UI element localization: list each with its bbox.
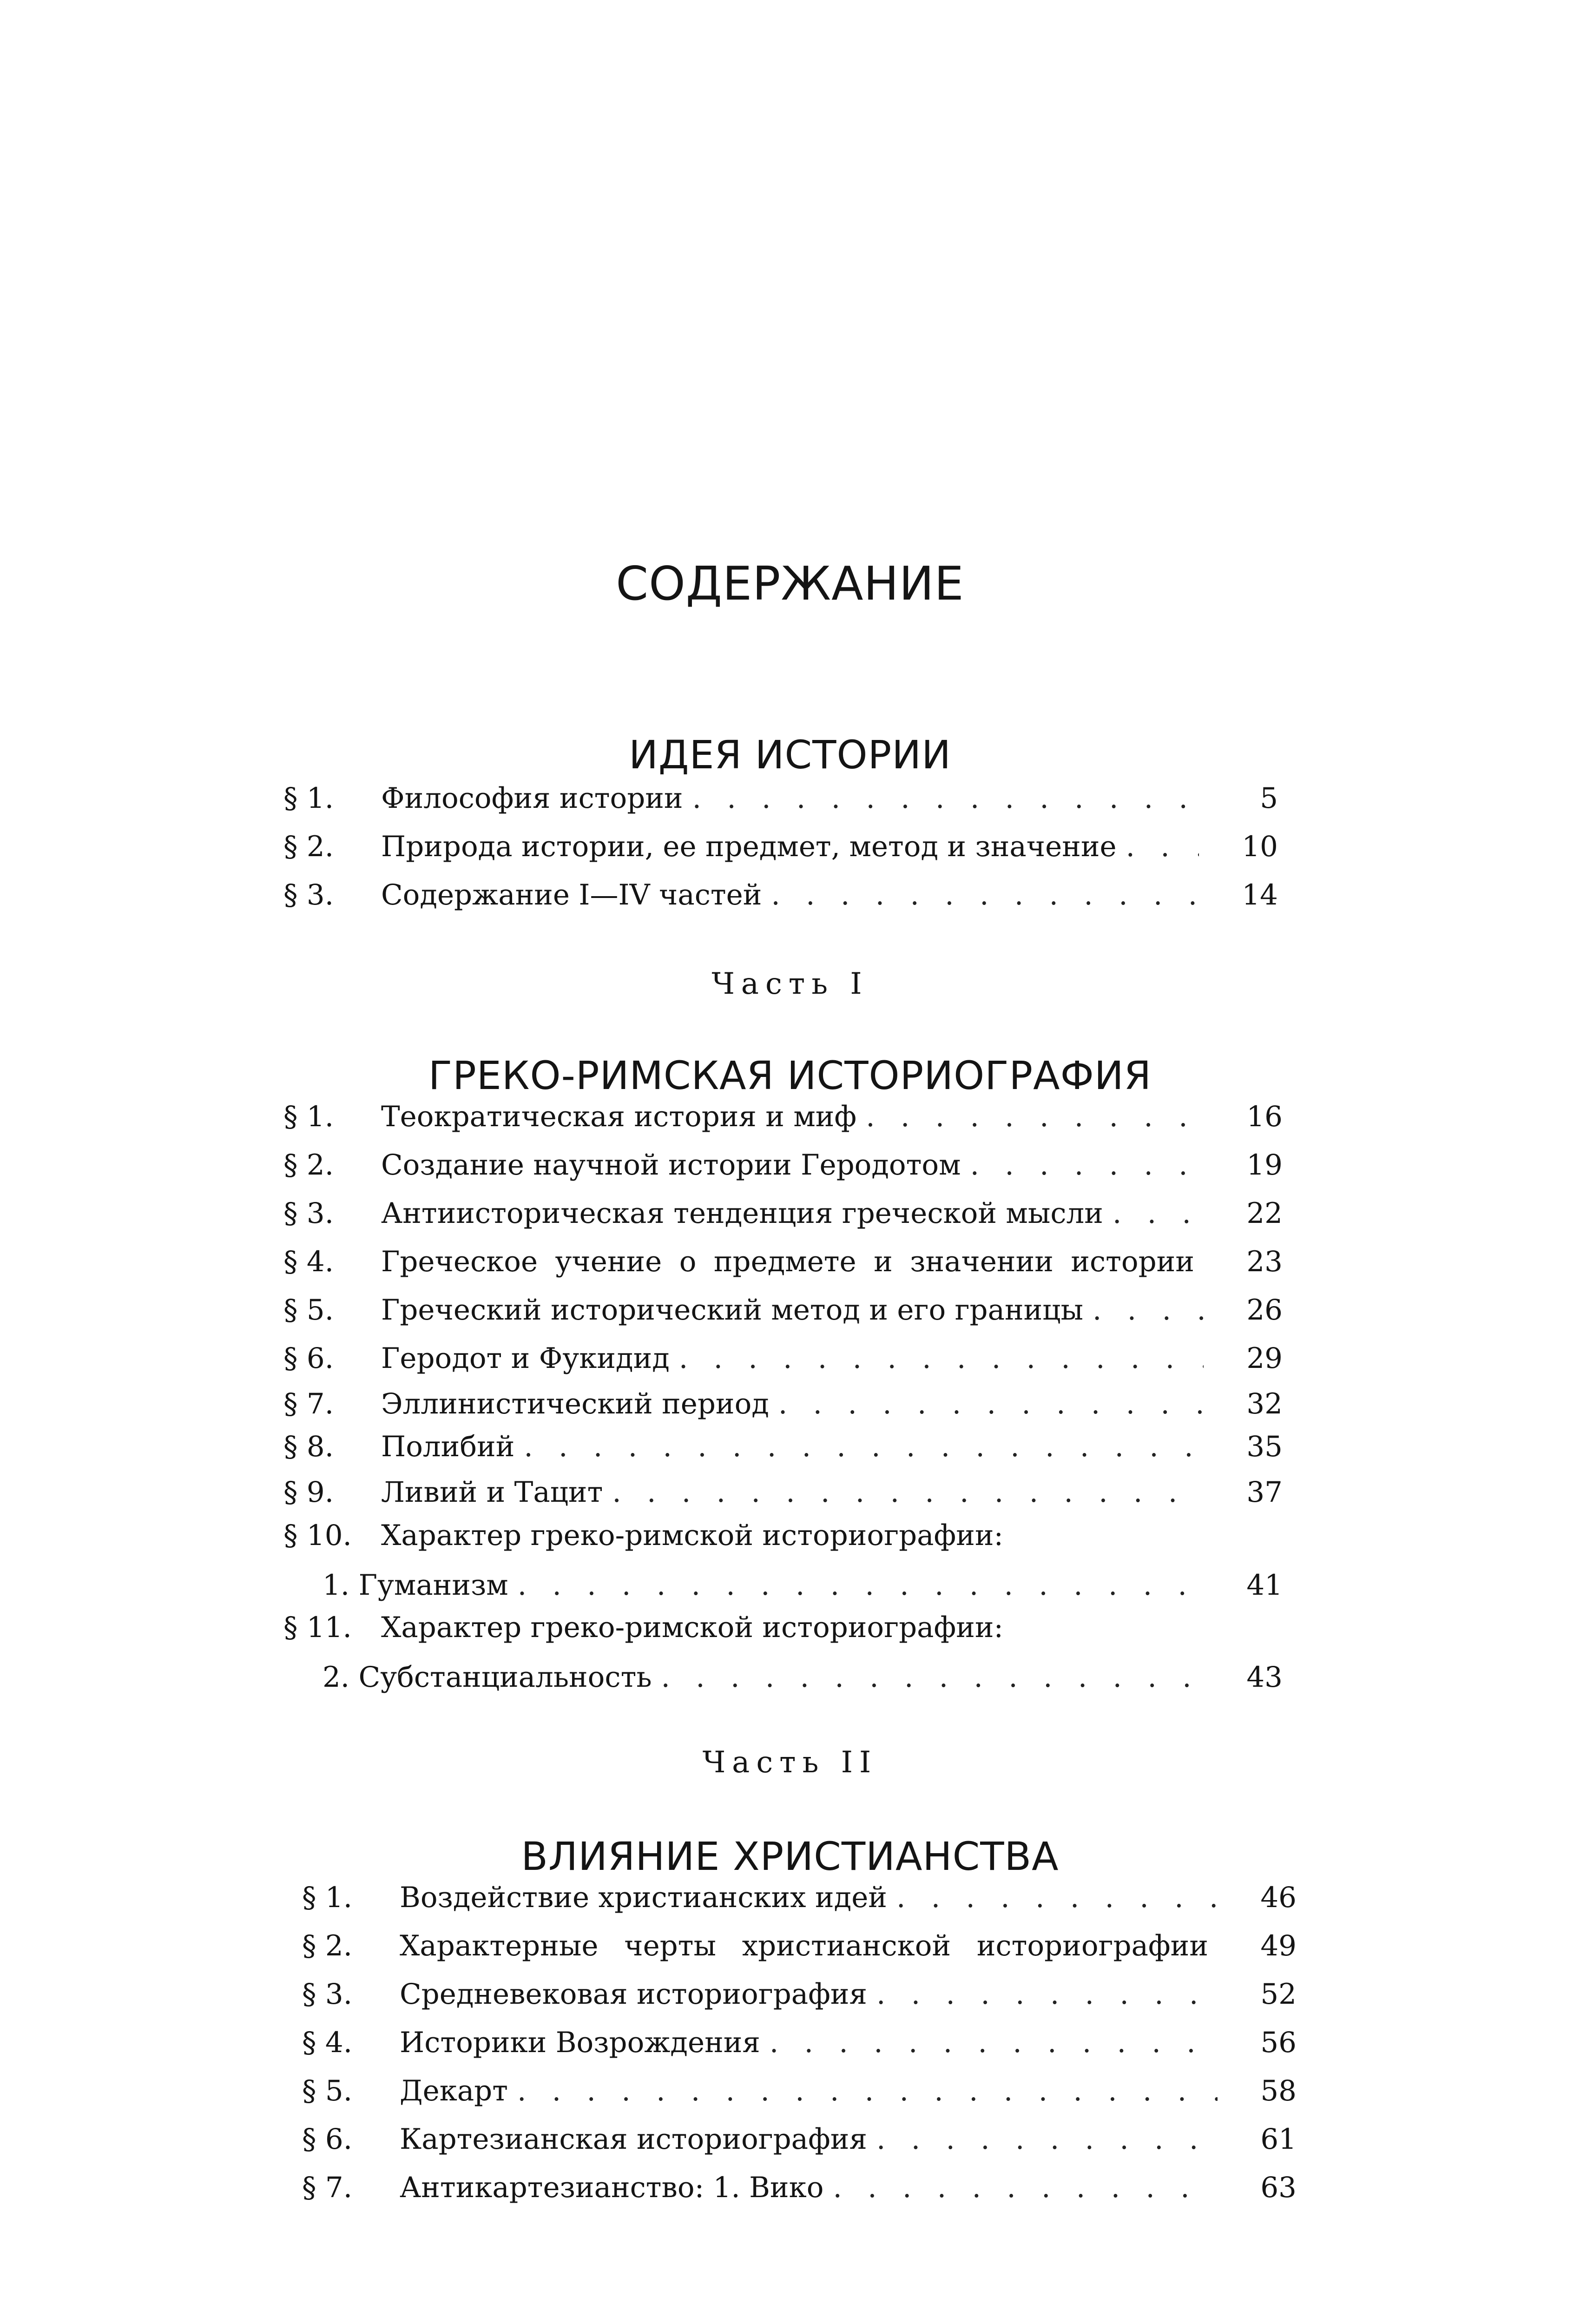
entry-title: Декарт — [400, 2074, 508, 2107]
page-number: 35 — [1246, 1430, 1283, 1463]
entry-title: Греческое учение о предмете и значении истории — [381, 1245, 1194, 1278]
entry-title: Эллинистический период — [381, 1387, 769, 1420]
leader-dots — [524, 1430, 1204, 1463]
part-label: Часть I — [711, 967, 869, 1001]
section-number: § 7. — [283, 1387, 334, 1420]
page-number: 58 — [1260, 2074, 1297, 2107]
entry-title: Картезианская историография — [400, 2122, 867, 2156]
intro-heading: ИДЕЯ ИСТОРИИ — [629, 732, 951, 778]
section-number: § 2. — [283, 1148, 334, 1182]
section-number: § 8. — [283, 1430, 334, 1463]
section-number: § 5. — [302, 2074, 353, 2107]
page-number: 43 — [1246, 1661, 1283, 1694]
leader-dots — [612, 1476, 1204, 1509]
entry-title: Содержание I—IV частей — [381, 878, 762, 911]
page-number: 19 — [1246, 1148, 1283, 1182]
toc-entry[interactable] — [302, 1921, 1297, 1970]
leader-dots — [518, 1569, 1204, 1602]
entry-title: Ливий и Тацит — [381, 1475, 603, 1509]
toc-entry[interactable] — [302, 1970, 1297, 2018]
entry-subtitle: 2. Субстанциальность — [323, 1661, 652, 1694]
toc-entry[interactable] — [283, 1425, 1283, 1468]
toc-entry[interactable] — [283, 871, 1278, 919]
section-number: § 11. — [283, 1611, 352, 1644]
section-number: § 5. — [283, 1293, 334, 1327]
entry-title: Геродот и Фукидид — [381, 1341, 670, 1375]
leader-dots — [771, 878, 1199, 911]
leader-dots — [876, 2123, 1218, 2156]
toc-entry[interactable] — [302, 2067, 1297, 2115]
entry-title: Философия истории — [381, 781, 683, 815]
part-heading: ГРЕКО-РИМСКАЯ ИСТОРИОГРАФИЯ — [428, 1052, 1152, 1098]
page-number: 49 — [1260, 1929, 1297, 1962]
section-number: § 1. — [283, 781, 334, 815]
toc-entry[interactable] — [283, 822, 1278, 871]
toc-entry[interactable] — [283, 1286, 1283, 1334]
leader-dots — [517, 2074, 1218, 2107]
entry-title: Антикартезианство: 1. Вико — [400, 2171, 824, 2204]
page-number: 61 — [1260, 2122, 1297, 2156]
page-number: 26 — [1246, 1293, 1283, 1327]
leader-dots — [770, 2026, 1218, 2059]
page-number: 5 — [1260, 781, 1278, 815]
section-number: § 4. — [283, 1245, 334, 1278]
entry-title: Природа истории, ее предмет, метод и значение — [381, 830, 1117, 863]
leader-dots — [833, 2171, 1218, 2204]
page-number: 52 — [1260, 1977, 1297, 2011]
toc-entry[interactable] — [283, 774, 1278, 822]
part-label: Часть II — [702, 1745, 878, 1780]
leader-dots — [876, 1978, 1218, 2011]
page-number: 32 — [1246, 1387, 1283, 1420]
section-number: § 10. — [283, 1519, 352, 1552]
leader-dots — [661, 1661, 1204, 1694]
section-number: § 1. — [302, 1881, 353, 1914]
leader-dots — [896, 1881, 1218, 1914]
page-number: 41 — [1246, 1569, 1283, 1602]
toc-entry[interactable] — [283, 1468, 1283, 1516]
entry-title: Историки Возрождения — [400, 2026, 760, 2059]
entry-title: Воздействие христианских идей — [400, 1881, 887, 1914]
section-number: § 4. — [302, 2026, 353, 2059]
toc-entry[interactable] — [283, 1516, 1283, 1608]
toc-entry[interactable] — [283, 1608, 1283, 1700]
toc-entry[interactable] — [283, 1092, 1283, 1141]
part2-toc — [302, 1873, 1297, 2212]
entry-title: Полибий — [381, 1430, 515, 1463]
toc-entry[interactable] — [283, 1334, 1283, 1382]
page-number: 37 — [1246, 1475, 1283, 1509]
section-number: § 1. — [283, 1100, 334, 1133]
page-number: 63 — [1260, 2171, 1297, 2204]
leader-dots — [1093, 1294, 1204, 1327]
part1-toc — [283, 1092, 1283, 1700]
section-number: § 6. — [302, 2122, 353, 2156]
section-number: § 3. — [283, 878, 334, 911]
page-number: 22 — [1246, 1196, 1283, 1230]
entry-title: Характер греко-римской историографии: — [381, 1611, 1004, 1644]
page-number: 56 — [1260, 2026, 1297, 2059]
toc-entry[interactable] — [302, 2115, 1297, 2163]
section-number: § 3. — [302, 1977, 353, 2011]
page-number: 14 — [1242, 878, 1278, 911]
section-number: § 3. — [283, 1196, 334, 1230]
entry-title: Антиисторическая тенденция греческой мысли — [381, 1196, 1103, 1230]
page-number: 16 — [1246, 1100, 1283, 1133]
entry-title: Греческий исторический метод и его границы — [381, 1293, 1084, 1327]
leader-dots — [692, 782, 1199, 815]
part-heading: ВЛИЯНИЕ ХРИСТИАНСТВА — [521, 1833, 1059, 1879]
toc-entry[interactable] — [283, 1141, 1283, 1189]
toc-entry[interactable] — [302, 2018, 1297, 2067]
section-number: § 9. — [283, 1475, 334, 1509]
leader-dots — [866, 1100, 1204, 1133]
leader-dots — [1126, 830, 1199, 863]
entry-title: Теократическая история и миф — [381, 1100, 857, 1133]
section-number: § 7. — [302, 2171, 353, 2204]
leader-dots — [778, 1387, 1204, 1420]
toc-entry[interactable] — [283, 1237, 1283, 1286]
leader-dots — [970, 1149, 1204, 1182]
entry-title: Создание научной истории Геродотом — [381, 1148, 961, 1182]
page-number: 29 — [1246, 1341, 1283, 1375]
leader-dots — [1113, 1197, 1204, 1230]
toc-entry[interactable] — [283, 1382, 1283, 1425]
toc-entry[interactable] — [302, 2163, 1297, 2212]
leader-dots — [679, 1342, 1204, 1375]
entry-title: Характер греко-римской историографии: — [381, 1519, 1004, 1552]
section-number: § 2. — [302, 1929, 353, 1962]
page-number: 10 — [1242, 830, 1278, 863]
toc-entry[interactable] — [302, 1873, 1297, 1921]
toc-entry[interactable] — [283, 1189, 1283, 1237]
intro-toc — [283, 774, 1278, 919]
page-title: СОДЕРЖАНИЕ — [616, 556, 964, 611]
page-number: 23 — [1246, 1245, 1283, 1278]
entry-title: Средневековая историография — [400, 1977, 867, 2011]
entry-subtitle: 1. Гуманизм — [323, 1569, 508, 1602]
entry-title: Характерные черты христианской историографии — [400, 1929, 1208, 1962]
section-number: § 6. — [283, 1341, 334, 1375]
page-number: 46 — [1260, 1881, 1297, 1914]
section-number: § 2. — [283, 830, 334, 863]
